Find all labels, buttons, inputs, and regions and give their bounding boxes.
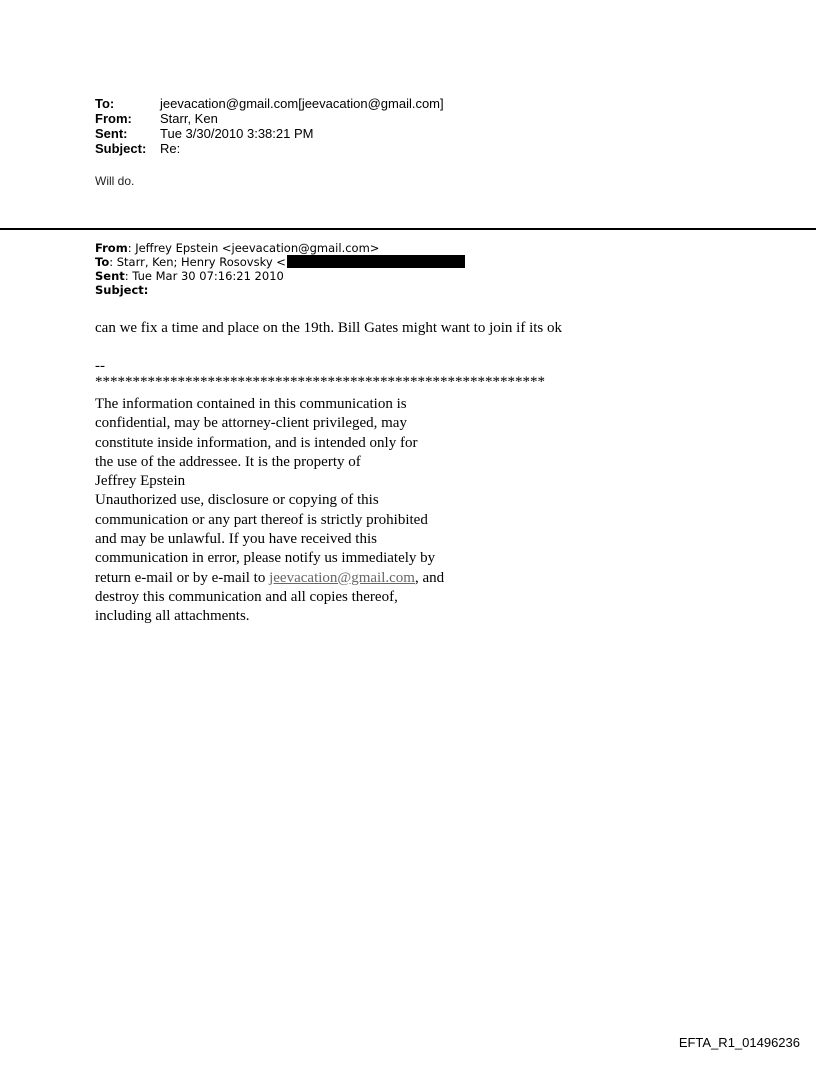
return-suffix: , and bbox=[414, 569, 445, 586]
sent-value: Tue 3/30/2010 3:38:21 PM bbox=[160, 126, 314, 141]
subject-row bbox=[95, 141, 444, 156]
disclaimer-line: communication or any part thereof is strictly prohibited bbox=[95, 511, 428, 528]
quoted-to-label: To bbox=[95, 255, 110, 269]
subject-value: Re: bbox=[160, 141, 181, 156]
to-label: To: bbox=[95, 96, 115, 111]
quoted-header bbox=[95, 241, 465, 297]
from-value: Starr, Ken bbox=[160, 111, 218, 126]
disclaimer-line: the use of the addressee. It is the property of bbox=[95, 453, 361, 470]
divider bbox=[0, 228, 816, 230]
disclaimer-line: including all attachments. bbox=[95, 608, 250, 625]
subject-label: Subject: bbox=[95, 141, 147, 156]
disclaimer-line: confidential, may be attorney-client privileged, may bbox=[95, 415, 407, 432]
email-header bbox=[95, 96, 444, 156]
quoted-from-value: : Jeffrey Epstein <jeevacation@gmail.com> bbox=[127, 241, 380, 255]
sent-row bbox=[95, 126, 444, 141]
quoted-sent-row bbox=[95, 269, 465, 283]
quoted-subject-row bbox=[95, 283, 465, 297]
disclaimer-line: destroy this communication and all copies thereof, bbox=[95, 588, 398, 605]
signature-dash: -- bbox=[95, 358, 105, 374]
redaction-bar bbox=[287, 255, 465, 268]
email-link[interactable]: jeevacation@gmail.com bbox=[269, 569, 415, 586]
quoted-to-value: : Starr, Ken; Henry Rosovsky < bbox=[109, 255, 286, 269]
disclaimer-return-line bbox=[95, 569, 444, 588]
disclaimer-line: Unauthorized use, disclosure or copying of this bbox=[95, 492, 379, 509]
quoted-from-label: From bbox=[95, 241, 128, 255]
disclaimer-line: Jeffrey Epstein bbox=[95, 473, 186, 490]
quoted-to-row bbox=[95, 255, 465, 269]
quoted-sent-label: Sent bbox=[95, 269, 125, 283]
document-id: EFTA_R1_01496236 bbox=[678, 1035, 800, 1050]
disclaimer-line: and may be unlawful. If you have received this bbox=[95, 531, 377, 548]
from-row bbox=[95, 111, 444, 126]
to-value: jeevacation@gmail.com[jeevacation@gmail.com] bbox=[160, 96, 444, 111]
disclaimer bbox=[95, 395, 444, 627]
quoted-body: can we fix a time and place on the 19th. Bill Gates might want to join if its ok bbox=[95, 320, 562, 336]
to-row bbox=[95, 96, 444, 111]
quoted-from-row bbox=[95, 241, 465, 255]
disclaimer-line: communication in error, please notify us immediately by bbox=[95, 550, 436, 567]
quoted-subject-value: : bbox=[143, 283, 149, 297]
quoted-sent-value: : Tue Mar 30 07:16:21 2010 bbox=[124, 269, 284, 283]
disclaimer-line: constitute inside information, and is intended only for bbox=[95, 434, 418, 451]
reply-body: Will do. bbox=[95, 174, 135, 188]
signature-stars: ************************************************************ bbox=[95, 374, 545, 390]
sent-label: Sent: bbox=[95, 126, 128, 141]
from-label: From: bbox=[95, 111, 132, 126]
return-prefix: return e-mail or by e-mail to bbox=[95, 569, 270, 586]
quoted-subject-label: Subject bbox=[95, 283, 144, 297]
disclaimer-line: The information contained in this communication is bbox=[95, 396, 407, 412]
